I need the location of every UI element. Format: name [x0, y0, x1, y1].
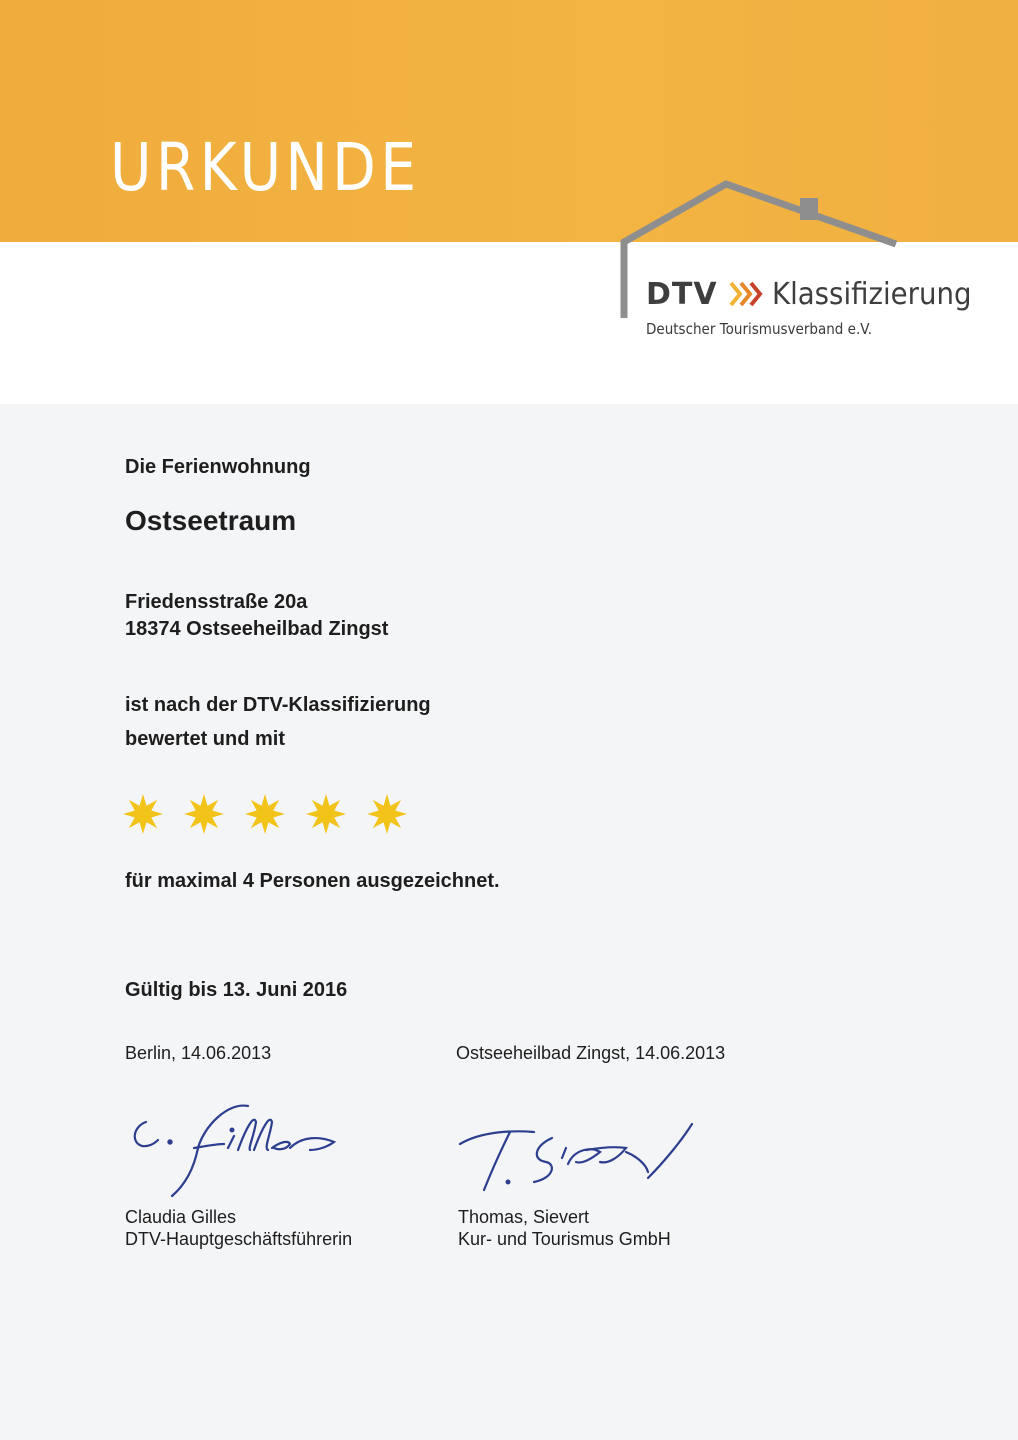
- star-icon: [123, 792, 163, 836]
- right-signer-name: Thomas, Sievert: [458, 1207, 590, 1227]
- logo-name: Klassifizierung: [771, 276, 972, 312]
- left-signer-role: DTV-Hauptgeschäftsführerin: [125, 1229, 353, 1249]
- type-line: Die Ferienwohnung: [125, 456, 311, 478]
- address-line-1: Friedensstraße 20a: [125, 591, 308, 613]
- signature-right: [450, 1118, 700, 1198]
- logo-subtitle: Deutscher Tourismusverband e.V.: [646, 320, 873, 338]
- address-line-2: 18374 Ostseeheilbad Zingst: [125, 618, 389, 640]
- signature-left: [120, 1092, 370, 1202]
- certificate-title: URKUNDE: [110, 129, 421, 206]
- classification-line-2: bewertet und mit: [125, 728, 286, 750]
- star-icon: [184, 792, 224, 836]
- left-signer-name: Claudia Gilles: [125, 1207, 237, 1227]
- chevrons-icon: [728, 280, 764, 308]
- star-rating: [123, 792, 407, 836]
- dtv-logo: [646, 272, 988, 316]
- star-icon: [245, 792, 285, 836]
- classification-line-1: ist nach der DTV-Klassifizierung: [125, 694, 431, 716]
- property-name: Ostseetraum: [125, 505, 297, 536]
- right-signer-role: Kur- und Tourismus GmbH: [458, 1229, 671, 1249]
- left-place-date: Berlin, 14.06.2013: [125, 1043, 272, 1063]
- logo-brand: DTV: [646, 276, 718, 312]
- star-icon: [367, 792, 407, 836]
- award-line: für maximal 4 Personen ausgezeichnet.: [125, 870, 500, 892]
- valid-until: Gültig bis 13. Juni 2016: [125, 979, 348, 1001]
- star-icon: [306, 792, 346, 836]
- right-place-date: Ostseeheilbad Zingst, 14.06.2013: [456, 1043, 726, 1063]
